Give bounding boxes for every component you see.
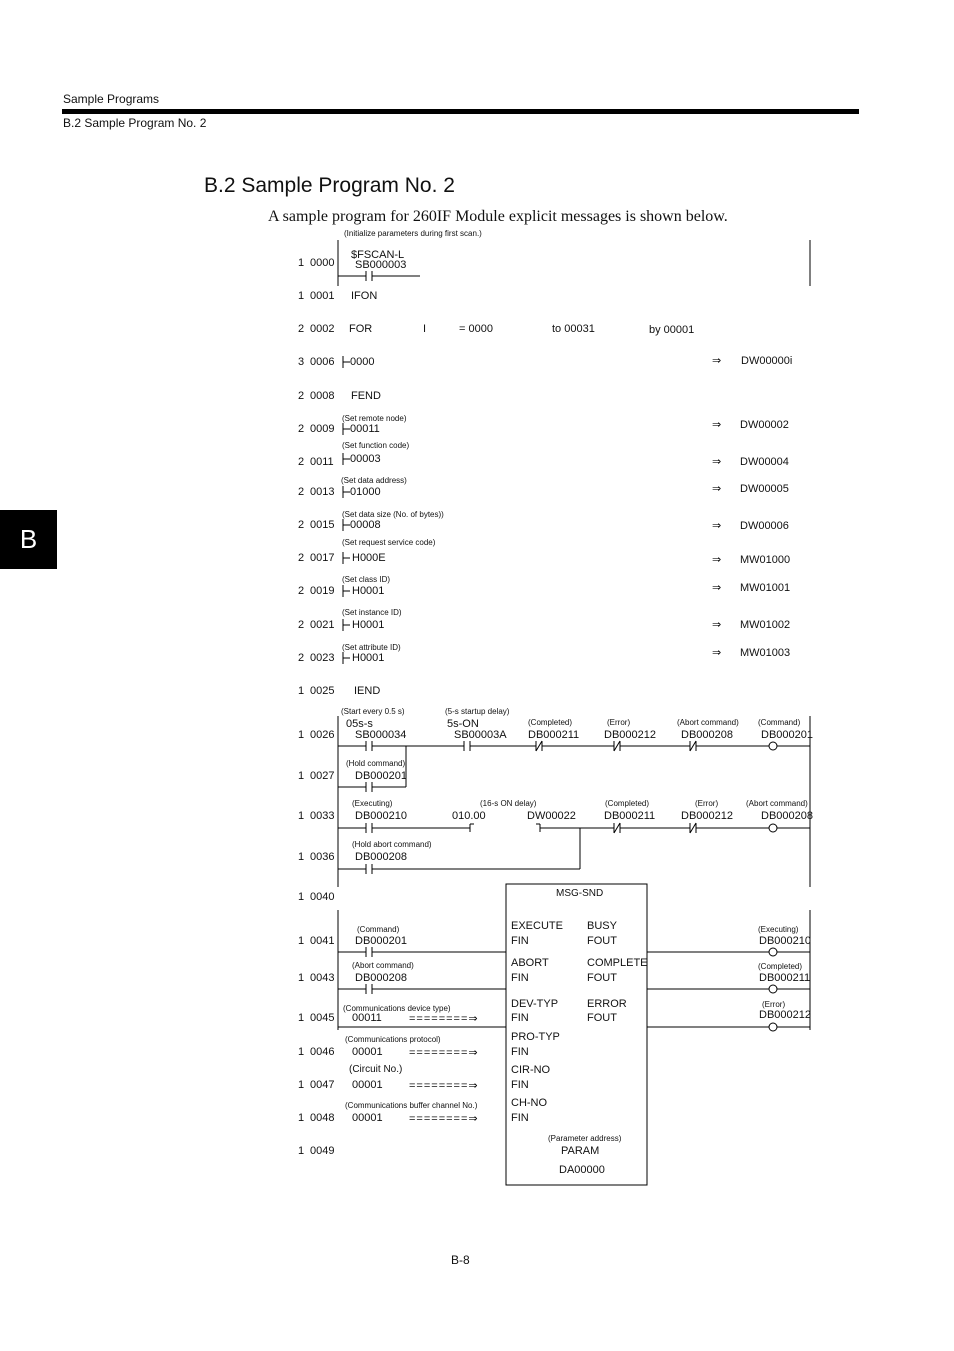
store-comment: (Set instance ID) bbox=[342, 608, 402, 617]
store-value: 00008 bbox=[350, 519, 381, 531]
contact-address: DB000208 bbox=[681, 729, 733, 741]
pin-cirno: CIR-NO bbox=[511, 1064, 551, 1076]
pin-error: ERROR bbox=[587, 998, 627, 1010]
pin-chno: CH-NO bbox=[511, 1097, 548, 1109]
comment: (Executing) bbox=[352, 799, 393, 808]
coil-db000201 bbox=[769, 742, 777, 750]
store-comment: (Set request service code) bbox=[342, 538, 436, 547]
contact-address: DB000211 bbox=[604, 810, 656, 822]
for-variable: I bbox=[423, 323, 427, 335]
step-number: 0019 bbox=[310, 585, 335, 597]
store-value: H0001 bbox=[352, 585, 385, 597]
coil-db000212 bbox=[769, 1023, 777, 1031]
comment: (Communications device type) bbox=[343, 1004, 451, 1013]
step-number: 0041 bbox=[310, 935, 335, 947]
for-keyword: FOR bbox=[349, 323, 373, 335]
store-dest: MW01002 bbox=[740, 619, 791, 631]
step-number: 0015 bbox=[310, 519, 335, 531]
coil-db000210 bbox=[769, 948, 777, 956]
line-level: 2 bbox=[298, 456, 305, 468]
contact-address: DB000208 bbox=[355, 972, 407, 984]
step-number: 0002 bbox=[310, 323, 335, 335]
step-number: 0049 bbox=[310, 1145, 335, 1157]
comment: (5-s startup delay) bbox=[445, 707, 510, 716]
arrow-icon: ⇒ bbox=[712, 520, 722, 532]
step-number: 0040 bbox=[310, 891, 335, 903]
timer-value: 010.00 bbox=[452, 810, 486, 822]
arrow-icon: ========⇒ bbox=[409, 1080, 479, 1092]
line-level: 1 bbox=[298, 1145, 305, 1157]
store-comment: (Set class ID) bbox=[342, 575, 391, 584]
comment: (Error) bbox=[695, 799, 719, 808]
comment: (Command) bbox=[758, 718, 801, 727]
line-level: 1 bbox=[298, 935, 305, 947]
contact-address: DB000208 bbox=[355, 851, 407, 863]
pin-abort: ABORT bbox=[511, 957, 549, 969]
line-level: 2 bbox=[298, 486, 305, 498]
line-level: 2 bbox=[298, 552, 305, 564]
arrow-icon: ========⇒ bbox=[409, 1013, 479, 1025]
param-comment: (Parameter address) bbox=[548, 1134, 622, 1143]
store-value: H000E bbox=[352, 552, 386, 564]
comment: (16-s ON delay) bbox=[480, 799, 537, 808]
init-comment: (Initialize parameters during first scan.) bbox=[344, 229, 482, 238]
comment: (Completed) bbox=[758, 962, 803, 971]
comment: (Hold command) bbox=[346, 759, 406, 768]
store-dest: DW00006 bbox=[740, 520, 789, 532]
line-level: 2 bbox=[298, 585, 305, 597]
step-number: 0036 bbox=[310, 851, 335, 863]
store-comment: (Set attribute ID) bbox=[342, 643, 401, 652]
step-number: 0027 bbox=[310, 770, 335, 782]
line-level: 2 bbox=[298, 323, 305, 335]
comment: (Error) bbox=[607, 718, 631, 727]
pin-type: FIN bbox=[511, 1112, 529, 1124]
contact-address: DB000201 bbox=[355, 770, 407, 782]
intro-text: A sample program for 260IF Module explicit messages is shown below. bbox=[268, 208, 728, 225]
store-value: 0000 bbox=[350, 356, 375, 368]
comment: (Hold abort command) bbox=[352, 840, 432, 849]
page-number: B-8 bbox=[451, 1253, 470, 1267]
contact-label: 05s-s bbox=[346, 718, 373, 730]
store-value: H0001 bbox=[352, 619, 385, 631]
store-value: 01000 bbox=[350, 486, 381, 498]
step-number: 0000 bbox=[310, 257, 335, 269]
fscan-label: $FSCAN-L bbox=[351, 249, 405, 261]
step-number: 0045 bbox=[310, 1012, 335, 1024]
store-dest: MW01000 bbox=[740, 554, 791, 566]
for-start: = 0000 bbox=[459, 323, 493, 335]
contact-address: DB000212 bbox=[604, 729, 656, 741]
contact-address: DB000210 bbox=[355, 810, 407, 822]
store-value: H0001 bbox=[352, 652, 385, 664]
comment: (Completed) bbox=[528, 718, 573, 727]
line-level: 1 bbox=[298, 891, 305, 903]
line-level: 2 bbox=[298, 652, 305, 664]
store-comment: (Set remote node) bbox=[342, 414, 407, 423]
input-value: 00001 bbox=[352, 1112, 383, 1124]
pin-busy: BUSY bbox=[587, 920, 617, 932]
appendix-tab: B bbox=[0, 510, 57, 569]
line-level: 1 bbox=[298, 290, 305, 302]
contact-address: SB00003A bbox=[454, 729, 507, 741]
arrow-icon: ⇒ bbox=[712, 483, 722, 495]
pin-protyp: PRO-TYP bbox=[511, 1031, 560, 1043]
line-level: 1 bbox=[298, 810, 305, 822]
pin-type: FIN bbox=[511, 1046, 529, 1058]
block-title: MSG-SND bbox=[556, 888, 604, 899]
step-number: 0033 bbox=[310, 810, 335, 822]
param-address: DA00000 bbox=[559, 1164, 605, 1176]
step-number: 0001 bbox=[310, 290, 335, 302]
arrow-icon: ========⇒ bbox=[409, 1047, 479, 1059]
comment: (Completed) bbox=[605, 799, 650, 808]
line-level: 1 bbox=[298, 729, 305, 741]
pin-type: FOUT bbox=[587, 972, 617, 984]
line-level: 3 bbox=[298, 356, 305, 368]
line-level: 2 bbox=[298, 519, 305, 531]
store-dest: MW01001 bbox=[740, 582, 791, 594]
store-dest: DW00005 bbox=[740, 483, 789, 495]
contact-address: DB000212 bbox=[681, 810, 733, 822]
store-comment: (Set data size (No. of bytes)) bbox=[342, 510, 444, 519]
store-dest: DW00000i bbox=[741, 355, 793, 367]
step-number: 0017 bbox=[310, 552, 335, 564]
step-number: 0047 bbox=[310, 1079, 335, 1091]
comment: (Command) bbox=[357, 925, 400, 934]
pin-execute: EXECUTE bbox=[511, 920, 563, 932]
step-number: 0026 bbox=[310, 729, 335, 741]
running-header-section: Sample Programs bbox=[63, 92, 160, 106]
comment: (Communications buffer channel No.) bbox=[345, 1101, 478, 1110]
store-value: 00003 bbox=[350, 453, 381, 465]
line-level: 1 bbox=[298, 685, 305, 697]
step-number: 0021 bbox=[310, 619, 335, 631]
contact-address: SB000034 bbox=[355, 729, 407, 741]
pin-type: FOUT bbox=[587, 935, 617, 947]
for-step: by 00001 bbox=[649, 324, 695, 336]
line-level: 1 bbox=[298, 257, 305, 269]
arrow-icon: ⇒ bbox=[712, 456, 722, 468]
pin-devtyp: DEV-TYP bbox=[511, 998, 559, 1010]
line-level: 1 bbox=[298, 1046, 305, 1058]
line-level: 1 bbox=[298, 1012, 305, 1024]
line-level: 1 bbox=[298, 1079, 305, 1091]
input-value: 00001 bbox=[352, 1046, 383, 1058]
store-value: 00011 bbox=[350, 423, 380, 435]
store-comment: (Set data address) bbox=[341, 476, 407, 485]
contact-label: 5s-ON bbox=[447, 718, 479, 730]
running-header-subsection: B.2 Sample Program No. 2 bbox=[63, 116, 207, 130]
arrow-icon: ⇒ bbox=[712, 582, 722, 594]
page-title: B.2 Sample Program No. 2 bbox=[204, 174, 455, 197]
arrow-icon: ⇒ bbox=[712, 647, 722, 659]
arrow-icon: ⇒ bbox=[712, 619, 722, 631]
line-level: 1 bbox=[298, 1112, 305, 1124]
store-dest: DW00002 bbox=[740, 419, 789, 431]
pin-type: FOUT bbox=[587, 1012, 617, 1024]
coil-address: DB000210 bbox=[759, 935, 811, 947]
store-dest: MW01003 bbox=[740, 647, 791, 659]
coil-address: DB000211 bbox=[759, 972, 811, 984]
store-comment: (Set function code) bbox=[342, 441, 410, 450]
step-number: 0011 bbox=[310, 456, 334, 468]
step-number: 0046 bbox=[310, 1046, 335, 1058]
comment: (Abort command) bbox=[677, 718, 739, 727]
step-number: 0009 bbox=[310, 423, 335, 435]
coil-db000211 bbox=[769, 985, 777, 993]
arrow-icon: ⇒ bbox=[712, 355, 722, 367]
pin-type: FIN bbox=[511, 1079, 529, 1091]
step-number: 0006 bbox=[310, 356, 335, 368]
comment: (Abort command) bbox=[746, 799, 808, 808]
step-number: 0023 bbox=[310, 652, 335, 664]
coil-db000208 bbox=[769, 824, 777, 832]
step-number: 0013 bbox=[310, 486, 335, 498]
line-level: 2 bbox=[298, 619, 305, 631]
contact-address: DB000201 bbox=[355, 935, 407, 947]
input-value: 00001 bbox=[352, 1079, 383, 1091]
comment: (Error) bbox=[762, 1000, 786, 1009]
arrow-icon: ⇒ bbox=[712, 554, 722, 566]
line-level: 2 bbox=[298, 390, 305, 402]
fscan-address: SB000003 bbox=[355, 259, 407, 271]
for-end: to 00031 bbox=[552, 323, 595, 335]
pin-type: FIN bbox=[511, 972, 529, 984]
pin-complete: COMPLETE bbox=[587, 957, 648, 969]
contact-address: DB000211 bbox=[528, 729, 580, 741]
pin-type: FIN bbox=[511, 935, 529, 947]
comment: (Circuit No.) bbox=[349, 1064, 403, 1075]
store-dest: DW00004 bbox=[740, 456, 789, 468]
comment: (Communications protocol) bbox=[345, 1035, 441, 1044]
timer-address: DW00022 bbox=[527, 810, 576, 822]
line-level: 1 bbox=[298, 972, 305, 984]
comment: (Start every 0.5 s) bbox=[341, 707, 405, 716]
comment: (Executing) bbox=[758, 925, 799, 934]
step-number: 0048 bbox=[310, 1112, 335, 1124]
arrow-icon: ⇒ bbox=[712, 419, 722, 431]
coil-address: DB000201 bbox=[761, 729, 813, 741]
coil-address: DB000212 bbox=[759, 1009, 811, 1021]
step-number: 0025 bbox=[310, 685, 335, 697]
arrow-icon: ========⇒ bbox=[409, 1113, 479, 1125]
input-value: 00011 bbox=[352, 1012, 382, 1024]
fend-instruction: FEND bbox=[351, 390, 381, 402]
iend-instruction: IEND bbox=[354, 685, 381, 697]
ifon-instruction: IFON bbox=[351, 290, 378, 302]
coil-address: DB000208 bbox=[761, 810, 813, 822]
line-level: 2 bbox=[298, 423, 305, 435]
comment: (Abort command) bbox=[352, 961, 414, 970]
step-number: 0043 bbox=[310, 972, 335, 984]
line-level: 1 bbox=[298, 770, 305, 782]
pin-param: PARAM bbox=[561, 1145, 600, 1157]
line-level: 1 bbox=[298, 851, 305, 863]
pin-type: FIN bbox=[511, 1012, 529, 1024]
step-number: 0008 bbox=[310, 390, 335, 402]
